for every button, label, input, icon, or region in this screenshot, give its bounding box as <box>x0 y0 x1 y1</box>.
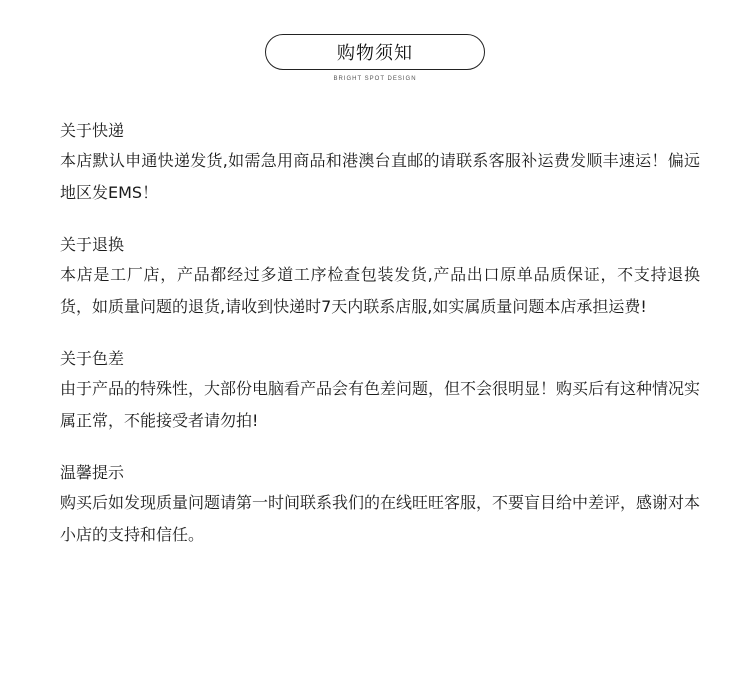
section-title: 关于快递 <box>60 121 125 140</box>
page-subtitle: BRIGHT SPOT DESIGN <box>333 76 417 82</box>
section-color-difference <box>60 345 700 437</box>
section-tips <box>60 459 700 551</box>
header <box>0 0 750 95</box>
section-body: 由于产品的特殊性，大部份电脑看产品会有色差问题，但不会很明显！购买后有这种情况实属正常，不能接受者请勿拍! <box>60 379 701 430</box>
section-title: 关于退换 <box>60 235 125 254</box>
section-body: 本店默认申通快递发货,如需急用商品和港澳台直邮的请联系客服补运费发顺丰速运！偏远地区发EMS！ <box>60 151 700 202</box>
section-body: 购买后如发现质量问题请第一时间联系我们的在线旺旺客服，不要盲目给中差评，感谢对本小店的支持和信任。 <box>60 493 701 544</box>
page-title: 购物须知 <box>265 34 485 70</box>
section-body: 本店是工厂店，产品都经过多道工序检查包装发货,产品出口原单品质保证，不支持退换货，如质量问题的退货,请收到快递时7天内联系店服,如实属质量问题本店承担运费! <box>60 265 700 316</box>
section-shipping <box>60 117 700 209</box>
section-returns <box>60 231 700 323</box>
section-title: 关于色差 <box>60 349 125 368</box>
section-title: 温馨提示 <box>60 463 125 482</box>
notice-content <box>60 117 700 573</box>
